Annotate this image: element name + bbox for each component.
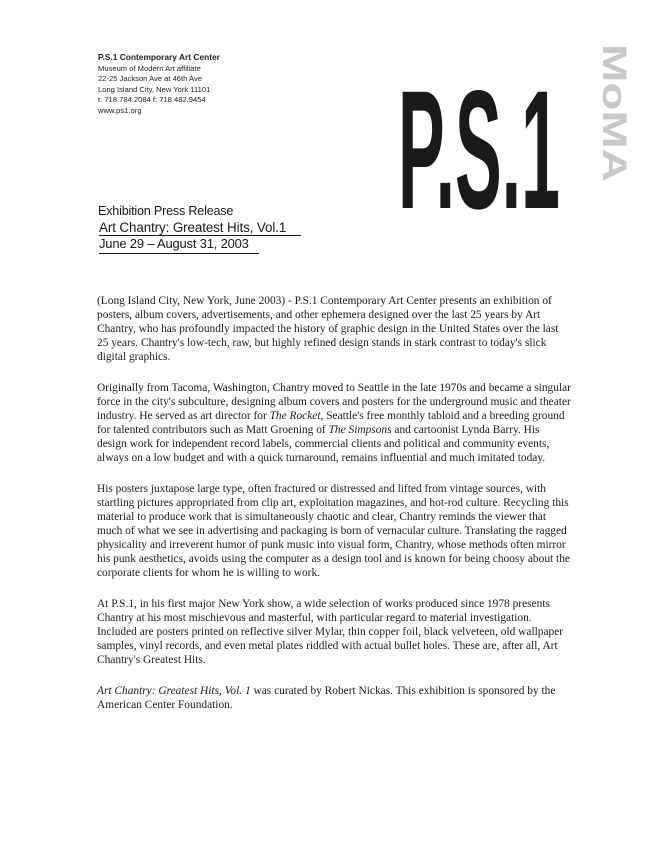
exhibition-title-italic: Art Chantry: Greatest Hits, Vol. 1 [97,685,251,697]
text-run: , Seattle's free monthly tabloid and a breeding ground for talented contributors such as Matt Groening of [97,410,565,436]
paragraph-intro: (Long Island City, New York, June 2003) - P.S.1 Contemporary Art Center presents an exhibition of posters, album covers, advertisements, and other ephemera designed over the last 25 years by Art Chantry, who has profoundly impacted the history of graphic design in the United States over the last 25 years. Chantry's low-tech, raw, but highly refined design stands in stark contrast to today's slick digital graphics. [97,295,559,363]
paragraph-background [97,381,572,465]
letterhead-line: www.ps1.org [98,105,142,115]
text-run: was curated by Robert Nickas. This exhibition is sponsored by the American Center Foundation. [97,685,556,711]
release-header [98,203,286,252]
letterhead-line: Long Island City, New York 11101 [98,84,211,94]
exhibition-title: Art Chantry: Greatest Hits, Vol.1 [99,220,287,235]
show-title-reference: The Simpsons [328,424,392,436]
paragraph-credits [97,684,572,712]
paragraph-style: His posters juxtapose large type, often fractured or distressed and lifted from vintage sources, with startling pictures appropriated from clip art, exploitation magazines, and hot-rod culture. Recycling this material to produce work that is simultaneously chaotic and clear, Chantry reminds the viewer that much of what we see in advertising and packaging is born of vernacular culture. Translating the ragged physicality and irreverent humor of punk music into visual form, Chantry, whose methods often mirror his punk aesthetics, avoids using the computer as a design tool and is known for being choosy about the corporate clients for whom he is willing to work. [97,483,570,579]
press-release-body [97,294,572,729]
logo-moma-text: MoMA [595,44,633,146]
letterhead-line: t: 718.784.2084 f: 718.482.9454 [98,95,206,105]
exhibition-dates: June 29 – August 31, 2003 [99,236,249,251]
dates-rule [99,253,259,254]
letterhead-line: Museum of Modern Art affiliate [98,63,201,73]
ps1-moma-logo [398,36,633,245]
text-run: Originally from Tacoma, Washington, Chantry moved to Seattle in the late 1970s and became a singular force in the city's subculture, designing album covers and posters for the underground music and theater industry. He served as art director for [97,382,571,422]
letterhead [98,52,220,117]
title-rule [99,235,301,236]
text-run: and cartoonist Lynda Barry. His design work for independent record labels, commercial clients and political and community events, always on a low budget and with a quick turnaround, remains influential and much imitated today. [97,424,550,464]
paragraph-exhibition: At P.S.1, in his first major New York show, a wide selection of works produced since 1978 presents Chantry at his most mischievous and masterful, with particular regard to material investigation. Included are posters printed on reflective silver Mylar, thin copper foil, black velveteen, old wallpaper samples, vinyl records, and even metal plates riddled with actual bullet holes. These are, after all, Art Chantry's Greatest Hits. [97,598,564,666]
organization-name: P.S.1 Contemporary Art Center [98,52,220,62]
publication-title: The Rocket [269,410,321,422]
document-type: Exhibition Press Release [98,204,234,218]
letterhead-line: 22-25 Jackson Ave at 46th Ave [98,74,202,84]
logo-ps1-text: P.S.1 [398,56,560,245]
